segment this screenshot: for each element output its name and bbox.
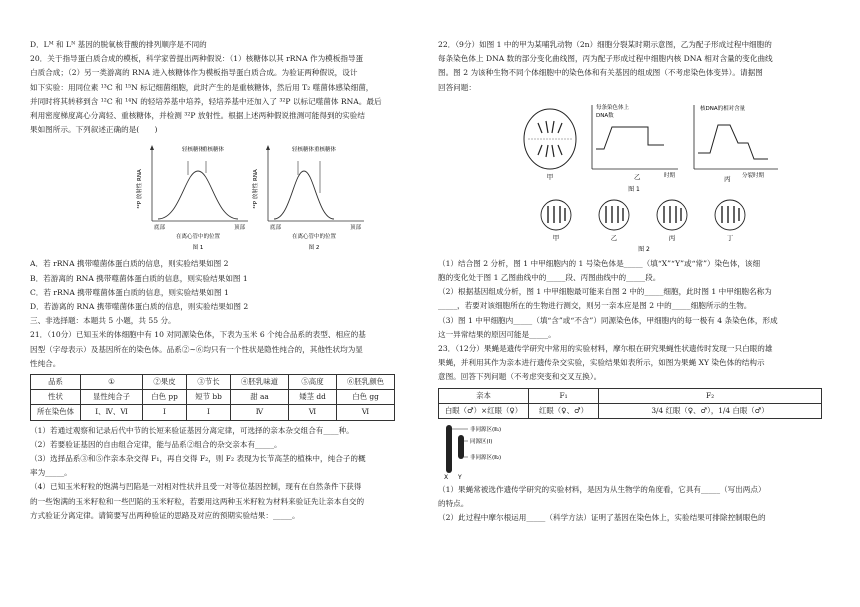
table-cell: 矮茎 dd <box>289 390 337 405</box>
table-cell: F₂ <box>599 388 822 403</box>
q20-stem-line: 白质合成；（2）另一类游离的 RNA 进入核糖体作为模板指导蛋白质合成。为验证两种假说，设计 <box>30 68 358 78</box>
q22-figure <box>438 99 836 253</box>
fig2-cell <box>715 200 745 242</box>
graph-bing <box>694 104 778 183</box>
q20-fig1-top: 底部 <box>154 225 166 232</box>
table-cell: 显性纯合子 <box>81 390 143 405</box>
table-row <box>31 390 395 405</box>
q20-option-c: C．若 rRNA 携带噬菌体蛋白质的信息，则实验结果如图 1 <box>30 287 229 297</box>
table-cell: Ⅰ <box>187 405 231 420</box>
table-cell: 红眼（♀、♂） <box>529 403 599 418</box>
q20-fig2-heavy-label: 重核糖体 <box>314 147 337 154</box>
table-cell: ②果皮 <box>143 375 187 390</box>
graph-yi-xlabel: 时期 <box>664 172 676 179</box>
q20-stem-line: 如下实验：用同位素 ¹³C 和 ¹⁵N 标记细菌细胞，此时产生的是重核糖体，然后用 T₂ 噬菌体感染细菌， <box>30 82 374 92</box>
q20-fig1-ylabel: ³²P 放射性 RNA <box>137 169 143 210</box>
chrom-x-label: X <box>444 474 449 480</box>
fig1-label-jia: 甲 <box>546 172 554 181</box>
q22-stem-line: 图。图 2 为该种生物不同个体细胞中的染色体和有关基因的组成图（不考虑染色体变异）。请据图 <box>438 68 763 78</box>
table-cell: ④胚乳味道 <box>231 375 289 390</box>
q22-stem-line: 22．（9分）如图 1 中的甲为某哺乳动物（2n）细胞分裂某时期示意图，乙为配子形成过程中细胞的 <box>438 40 772 49</box>
table-cell: 性状 <box>31 390 81 405</box>
table-cell: 所在染色体 <box>31 405 81 420</box>
table-cell: Ⅰ、Ⅳ、Ⅵ <box>81 405 143 420</box>
fig1-label-bing: 丙 <box>724 174 731 183</box>
chrom-y-label: Y <box>458 474 462 480</box>
table-cell: Ⅰ <box>143 405 187 420</box>
q20-fig1-xlabel: 在离心管中的位置 <box>175 234 221 241</box>
table-cell: Ⅵ <box>289 405 337 420</box>
q20-fig2-ylabel: ³²P 放射性 RNA <box>253 169 259 210</box>
fig2-cell <box>657 200 687 242</box>
table-row <box>31 405 395 420</box>
q23-sub-1-cont: 的特点。 <box>438 499 469 509</box>
graph-yi-title-2: DNA数 <box>596 112 614 119</box>
q22-stem-line: 每条染色体上 DNA 数的部分变化曲线图，丙为配子形成过程中细胞内核 DNA 相对含量的变化曲线 <box>438 54 773 64</box>
q20-option-a: A．若 rRNA 携带噬菌体蛋白质的信息，则实验结果如图 2 <box>30 259 229 269</box>
table-cell: ① <box>81 375 143 390</box>
q22-sub-1-cont: 胞的变化处于图 1 乙图曲线中的_____段、丙图曲线中的_____段。 <box>438 273 661 283</box>
table-cell: 亲本 <box>439 388 529 403</box>
q20-figure-1 <box>135 145 248 251</box>
q20-figure-svg <box>30 141 428 253</box>
q20-fig1-bottom: 顶部 <box>234 225 246 232</box>
section-3-heading: 三、非选择题：本题共 5 小题，共 55 分。 <box>30 316 176 326</box>
q23-stem-line: 23．（12分）果蝇是遗传学研究中常用的实验材料，摩尔根在研究果蝇性状遗传时发现一只白眼的雄 <box>438 344 773 354</box>
fig2-label: 丙 <box>668 233 676 242</box>
table-row <box>439 388 822 403</box>
graph-yi-title: 每条染色体上 <box>596 104 630 111</box>
table-cell: 短节 bb <box>187 390 231 405</box>
graph-bing-title: 核DNA的相对含量 <box>700 105 746 112</box>
q21-stem-line: 21．（10分）已知玉米的体细胞中有 10 对同源染色体，下表为玉米 6 个纯合品系的表型、相应的基 <box>30 330 366 340</box>
q20-figure-2 <box>251 145 364 251</box>
q22-sub-3: （3）图 1 中甲细胞内_____（填“含”或“不含”）同源染色体，甲细胞内的每一极有 4 条染色体，形成 <box>438 315 778 325</box>
q23-sub-2: （2）此过程中摩尔根运用_____（科学方法）证明了基因在染色体上，实验结果可排除控制眼色的 <box>438 513 766 523</box>
q20-stem-line: 利用密度梯度离心分离轻、重核糖体，并检测 ³²P 放射性。根据上述两种假说推测可能得到的实验结 <box>30 111 365 121</box>
table-cell: 白色 gg <box>337 390 395 405</box>
q20-fig2-bottom: 顶部 <box>350 225 362 232</box>
q21-sub-4-cont: 方式验证分离定律。请简要写出两种验证的思路及对应的预期实验结果：_____。 <box>30 510 300 520</box>
fig2-caption: 图 2 <box>638 245 650 253</box>
table-cell: 白色 pp <box>143 390 187 405</box>
q21-sub-3: （3）选择品系③和⑤作亲本杂交得 F₁，再自交得 F₂，则 F₂ 表现为长节高茎的植株中，纯合子的概 <box>30 454 366 464</box>
figure-2-cells <box>541 200 745 242</box>
right-column <box>438 38 836 526</box>
q21-stem-line: 性纯合。 <box>30 358 61 368</box>
fig2-cell <box>599 200 629 242</box>
q22-sub-3-cont: 这一异常结果的原因可能是_____。 <box>438 329 556 339</box>
table-cell: F₁ <box>529 388 599 403</box>
q20-option-b: B．若游离的 RNA 携带噬菌体蛋白质的信息，则实验结果如图 1 <box>30 273 248 283</box>
chromosome-svg <box>438 423 558 479</box>
q23-stem-line: 果蝇，并利用其作为亲本进行遗传杂交实验，实验结果如表所示，如图为果蝇 XY 染色体的结构示 <box>438 358 765 368</box>
table-row <box>439 403 822 418</box>
q23-table <box>438 388 822 419</box>
q21-sub-4-cont: 的一些饱满的玉米籽粒和一些凹陷的玉米籽粒，若要用这两种玉米籽粒为材料来验证先让亲本自交的 <box>30 496 365 506</box>
chrom-label: 非同源区(Ⅱ₂) <box>470 455 502 462</box>
left-column <box>30 38 428 523</box>
q21-sub-1: （1）若通过观察和记录后代中节的长短来验证基因分离定律，可选择的亲本杂交组合有____种。 <box>30 425 354 435</box>
fig2-label: 丁 <box>726 233 734 242</box>
q22-sub-2: （2）根据基因组成分析，图 1 中甲细胞最可能来自图 2 中的_____细胞，此时图 1 中甲细胞名称为 <box>438 287 772 297</box>
fig2-label: 甲 <box>552 233 560 242</box>
table-cell: Ⅵ <box>337 405 395 420</box>
table-cell: ⑤高度 <box>289 375 337 390</box>
table-cell: ⑥胚乳颜色 <box>337 375 395 390</box>
q20-fig1-caption: 图 1 <box>192 245 204 252</box>
q21-sub-2: （2）若要验证基因的自由组合定律，能与品系②组合的杂交亲本有_____。 <box>30 439 282 449</box>
table-cell: Ⅳ <box>231 405 289 420</box>
fig1-caption: 图 1 <box>628 185 640 193</box>
q20-stem-line: 并同时将其转移到含 ¹²C 和 ¹⁴N 的轻培养基中培养，轻培养基中还加入了 ³²P 以标记噬菌体 RNA。最后 <box>30 96 382 106</box>
q20-fig2-caption: 图 2 <box>308 245 320 252</box>
fig1-label-yi: 乙 <box>634 172 641 181</box>
q21-table <box>30 374 395 421</box>
fig2-cell <box>541 200 571 242</box>
q20-option-d: D．若游离的 RNA 携带噬菌体蛋白质的信息，则实验结果如图 2 <box>30 302 249 312</box>
table-cell: 3/4 红眼（♀、♂），1/4 白眼（♂） <box>599 403 822 418</box>
q21-stem-line: 因型（字母表示）及基因所在的染色体。品系②~⑥均只有一个性状是隐性纯合的，其他性状均为显 <box>30 344 363 354</box>
graph-yi <box>592 103 678 181</box>
q20-fig1-light-label: 轻核糖体 <box>182 147 205 154</box>
table-cell: 白眼（♂）×红眼（♀） <box>439 403 529 418</box>
q21-sub-4: （4）已知玉米籽粒的饱满与凹陷是一对相对性状并且受一对等位基因控制，现有在自然条件下获得 <box>30 482 362 492</box>
chrom-label: 同源区(Ⅰ) <box>470 439 493 446</box>
fig2-label: 乙 <box>610 233 618 242</box>
table-cell: 品系 <box>31 375 81 390</box>
table-cell: ③节长 <box>187 375 231 390</box>
chrom-label: 非同源区(Ⅱ₁) <box>470 427 502 434</box>
q22-sub-1: （1）结合图 2 分析，图 1 中甲细胞内的 1 号染色体是_____（填“X”“Y”或“常”）染色体，该细 <box>438 258 761 268</box>
q20-fig1-heavy-label: 重核糖体 <box>202 147 225 154</box>
q22-figure-svg <box>438 99 836 253</box>
q20-figure <box>30 141 428 253</box>
q20-fig2-light-label: 轻核糖体 <box>292 147 315 154</box>
q21-sub-3-cont: 率为_____。 <box>30 468 72 478</box>
q20-stem-line: 20．关于指导蛋白质合成的模板，科学家曾提出两种假说：（1）核糖体以其 rRNA 作为模板指导蛋 <box>30 54 364 64</box>
table-cell: 甜 aa <box>231 390 289 405</box>
q23-stem-line: 意图。回答下列问题（不考虑突变和交叉互换）。 <box>438 372 602 382</box>
graph-bing-xlabel: 分裂时期 <box>742 172 765 179</box>
table-row <box>31 375 395 390</box>
q23-sub-1: （1）果蝇常被选作遗传学研究的实验材料，是因为从生物学的角度看，它具有_____（写出两点） <box>438 485 766 495</box>
cell-diagram-jia <box>524 109 576 181</box>
q23-chromosome-figure <box>438 423 836 479</box>
q20-fig2-xlabel: 在离心管中的位置 <box>291 234 337 241</box>
q22-stem-line: 回答问题： <box>438 82 476 92</box>
q22-sub-2-cont: _____，若要对该细胞所在的生物进行测交，则另一亲本应是图 2 中的_____细胞所示的生物。 <box>438 301 752 311</box>
q20-stem-line: 果如图所示。下列叙述正确的是( ) <box>30 125 158 135</box>
q19-option-d: D．Lᴹ 和 Lᴺ 基因的脱氧核苷酸的排列顺序是不同的 <box>30 40 207 49</box>
q20-fig2-top: 底部 <box>270 225 282 232</box>
